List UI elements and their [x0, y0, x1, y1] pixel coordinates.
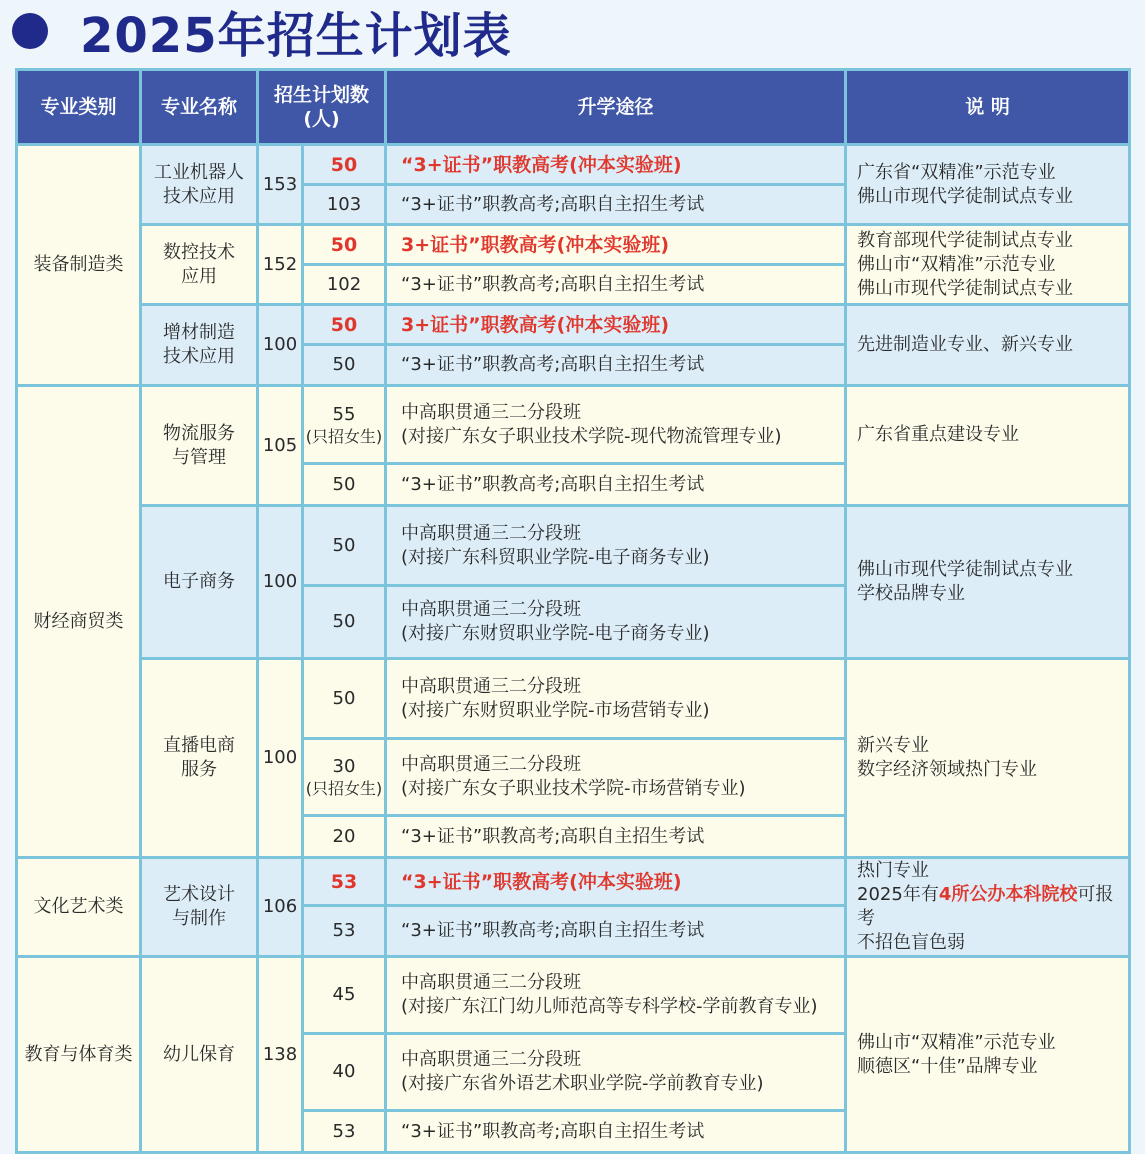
- category-cell: 装备制造类: [17, 145, 141, 386]
- table-row: [17, 659, 1130, 739]
- count-cell: 50: [303, 659, 386, 739]
- count-value: 55: [332, 403, 356, 425]
- header-major: 专业名称: [141, 70, 258, 145]
- pathway-line1: 中高职贯通三二分段班: [401, 1049, 582, 1070]
- count-cell: 50: [303, 464, 386, 506]
- note-line: 佛山市“双精准”示范专业: [857, 1031, 1056, 1053]
- major-name-l2: 与管理: [172, 446, 226, 468]
- pathway-line1: 中高职贯通三二分段班: [401, 522, 582, 544]
- pathway-cell: “3+证书”职教高考(冲本实验班): [386, 145, 846, 185]
- total-cell: 100: [258, 506, 303, 659]
- header-notes: 说 明: [846, 70, 1130, 145]
- pathway-line2: (对接广东财贸职业学院-市场营销专业): [401, 699, 710, 721]
- count-cell: 103: [303, 185, 386, 225]
- notes-cell: [846, 145, 1130, 225]
- count-cell: 50: [303, 145, 386, 185]
- count-cell: 50: [303, 506, 386, 586]
- category-cell: 财经商贸类: [17, 386, 141, 858]
- count-cell: [303, 739, 386, 816]
- note-line: 不招色盲色弱: [857, 932, 966, 953]
- count-cell: 20: [303, 816, 386, 858]
- notes-cell: [846, 386, 1130, 506]
- note-line: 佛山市现代学徒制试点专业: [857, 185, 1074, 207]
- note-line: 数字经济领域热门专业: [857, 759, 1038, 780]
- count-cell: 40: [303, 1034, 386, 1111]
- count-cell: 53: [303, 906, 386, 957]
- major-cell: [141, 858, 258, 957]
- major-cell: [141, 659, 258, 858]
- header-category: 专业类别: [17, 70, 141, 145]
- pathway-line1: 中高职贯通三二分段班: [401, 401, 582, 423]
- pathway-cell: 3+证书”职教高考(冲本实验班): [386, 305, 846, 345]
- note-highlight: 4所公办本科院校: [938, 884, 1078, 905]
- table-row: [17, 957, 1130, 1034]
- count-cell: 53: [303, 1111, 386, 1153]
- major-cell: 幼儿保育: [141, 957, 258, 1153]
- pathway-line2: (对接广东女子职业技术学院-现代物流管理专业): [401, 425, 782, 447]
- header-plan-line2: (人): [303, 108, 340, 130]
- category-cell: 教育与体育类: [17, 957, 141, 1153]
- major-name-l2: 技术应用: [163, 185, 235, 207]
- pathway-line1: 中高职贯通三二分段班: [401, 599, 582, 620]
- pathway-line2: (对接广东科贸职业学院-电子商务专业): [401, 546, 710, 568]
- pathway-cell: “3+证书”职教高考;高职自主招生考试: [386, 345, 846, 386]
- pathway-cell: “3+证书”职教高考;高职自主招生考试: [386, 906, 846, 957]
- note-line: 教育部现代学徒制试点专业: [857, 229, 1074, 251]
- category-cell: 文化艺术类: [17, 858, 141, 957]
- notes-cell: [846, 858, 1130, 957]
- total-cell: 105: [258, 386, 303, 506]
- note-line: 先进制造业专业、新兴专业: [857, 334, 1074, 355]
- pathway-cell: [386, 386, 846, 464]
- pathway-line2: (对接广东财贸职业学院-电子商务专业): [401, 623, 710, 644]
- count-cell: 50: [303, 345, 386, 386]
- pathway-line1: 中高职贯通三二分段班: [401, 972, 582, 993]
- count-cell: 50: [303, 305, 386, 345]
- major-name-l2: 与制作: [172, 908, 226, 929]
- major-name-l2: 应用: [181, 265, 217, 287]
- header-plan: [258, 70, 386, 145]
- note-line: 广东省重点建设专业: [857, 424, 1020, 445]
- table-row: [17, 145, 1130, 185]
- note-line: 佛山市“双精准”示范专业: [857, 253, 1056, 275]
- total-cell: 138: [258, 957, 303, 1153]
- page-title-block: [8, 0, 512, 62]
- pathway-cell: [386, 586, 846, 659]
- note-line: [857, 883, 1128, 931]
- note-line: 佛山市现代学徒制试点专业: [857, 559, 1074, 580]
- pathway-line2: (对接广东女子职业技术学院-市场营销专业): [401, 778, 746, 799]
- pathway-cell: “3+证书”职教高考(冲本实验班): [386, 858, 846, 906]
- note-line: 新兴专业: [857, 735, 930, 756]
- notes-cell: [846, 305, 1130, 386]
- total-cell: 100: [258, 305, 303, 386]
- pathway-line2: (对接广东省外语艺术职业学院-学前教育专业): [401, 1073, 764, 1094]
- major-name-l1: 工业机器人: [154, 161, 244, 183]
- major-cell: [141, 145, 258, 225]
- count-cell: [303, 386, 386, 464]
- major-name-l2: 技术应用: [163, 346, 235, 367]
- pathway-line1: 中高职贯通三二分段班: [401, 754, 582, 775]
- count-cell: 50: [303, 586, 386, 659]
- count-cell: 102: [303, 265, 386, 305]
- major-name-l1: 数控技术: [163, 241, 235, 263]
- total-cell: 152: [258, 225, 303, 305]
- table-header-row: [17, 70, 1130, 145]
- notes-cell: [846, 957, 1130, 1153]
- pathway-line2: (对接广东江门幼儿师范高等专科学校-学前教育专业): [401, 996, 818, 1017]
- pathway-cell: [386, 739, 846, 816]
- total-cell: 153: [258, 145, 303, 225]
- major-cell: [141, 386, 258, 506]
- major-name-l1: 艺术设计: [163, 884, 235, 905]
- count-cell: 50: [303, 225, 386, 265]
- pathway-line1: 中高职贯通三二分段班: [401, 675, 582, 697]
- note-line: 广东省“双精准”示范专业: [857, 161, 1056, 183]
- table-row: [17, 386, 1130, 464]
- pathway-cell: “3+证书”职教高考;高职自主招生考试: [386, 816, 846, 858]
- notes-cell: [846, 225, 1130, 305]
- pathway-cell: “3+证书”职教高考;高职自主招生考试: [386, 265, 846, 305]
- major-cell: [141, 305, 258, 386]
- major-name-l1: 直播电商: [163, 735, 235, 756]
- pathway-cell: [386, 957, 846, 1034]
- pathway-cell: 3+证书”职教高考(冲本实验班): [386, 225, 846, 265]
- header-plan-line1: 招生计划数: [274, 84, 370, 106]
- count-cell: 45: [303, 957, 386, 1034]
- pathway-cell: [386, 1034, 846, 1111]
- enrollment-plan-table: [15, 68, 1131, 1154]
- page-title: 2025年招生计划表: [80, 7, 512, 64]
- total-cell: 106: [258, 858, 303, 957]
- major-name-l1: 增材制造: [163, 322, 235, 343]
- note-line: 学校品牌专业: [857, 583, 966, 604]
- total-cell: 100: [258, 659, 303, 858]
- table-row: [17, 305, 1130, 345]
- count-sub-label: (只招女生): [305, 426, 383, 446]
- header-pathway: 升学途径: [386, 70, 846, 145]
- pathway-cell: “3+证书”职教高考;高职自主招生考试: [386, 185, 846, 225]
- major-name-l1: 物流服务: [163, 422, 235, 444]
- note-line: 顺德区“十佳”品牌专业: [857, 1055, 1038, 1077]
- count-value: 30: [332, 756, 356, 777]
- note-line: 佛山市现代学徒制试点专业: [857, 277, 1074, 299]
- note-text: 2025年有: [857, 884, 939, 905]
- note-line: 热门专业: [857, 860, 930, 881]
- pathway-cell: [386, 506, 846, 586]
- count-cell: 53: [303, 858, 386, 906]
- pathway-cell: “3+证书”职教高考;高职自主招生考试: [386, 1111, 846, 1153]
- pathway-cell: [386, 659, 846, 739]
- major-cell: 电子商务: [141, 506, 258, 659]
- notes-cell: [846, 659, 1130, 858]
- table-row: [17, 858, 1130, 906]
- major-cell: [141, 225, 258, 305]
- notes-cell: [846, 506, 1130, 659]
- pathway-cell: “3+证书”职教高考;高职自主招生考试: [386, 464, 846, 506]
- major-name-l2: 服务: [181, 759, 217, 780]
- table-row: [17, 506, 1130, 586]
- bullet-dot-icon: [12, 13, 48, 49]
- note-text: 可报考: [857, 884, 1114, 929]
- table-row: [17, 225, 1130, 265]
- count-sub-label: (只招女生): [305, 779, 383, 798]
